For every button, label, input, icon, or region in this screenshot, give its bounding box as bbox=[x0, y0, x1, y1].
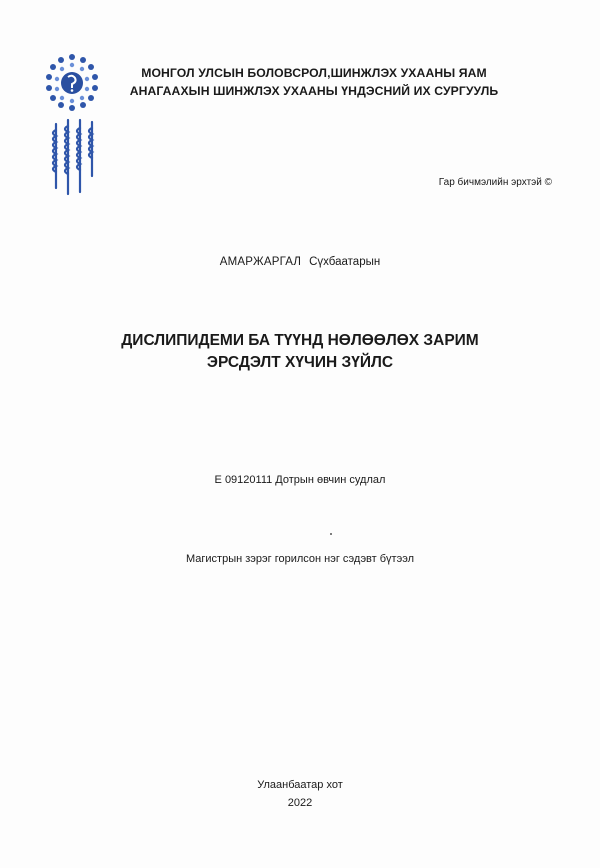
degree-statement: Магистрын зэрэг горилсон нэг сэдэвт бүтээл bbox=[186, 553, 414, 565]
copyright-notice: Гар бичмэлийн эрхтэй © bbox=[438, 177, 552, 188]
institution-header bbox=[104, 64, 524, 100]
university-name: АНАГААХЫН ШИНЖЛЭХ УХААНЫ ҮНДЭСНИЙ ИХ СУРГУУЛЬ bbox=[129, 84, 499, 98]
thesis-title bbox=[0, 330, 600, 374]
place-and-year bbox=[0, 776, 600, 812]
author-name bbox=[0, 256, 600, 268]
ministry-name: МОНГОЛ УЛСЫН БОЛОВСРОЛ,ШИНЖЛЭХ УХААНЫ ЯАМ bbox=[141, 66, 487, 80]
specialty-code: E 09120111 Дотрын өвчин судлал bbox=[214, 474, 386, 486]
university-emblem-icon bbox=[44, 53, 100, 111]
thesis-title-line-1: ДИСЛИПИДЕМИ БА ТҮҮНД НӨЛӨӨЛӨХ ЗАРИМ bbox=[121, 332, 479, 349]
city-name: Улаанбаатар хот bbox=[257, 779, 343, 791]
author-given-name: АМАРЖАРГАЛ bbox=[219, 256, 302, 268]
author-patronymic: Сүхбаатарын bbox=[309, 256, 381, 268]
mongolian-script-logo bbox=[42, 116, 104, 198]
thesis-title-line-2: ЭРСДЭЛТ ХҮЧИН ЗҮЙЛС bbox=[206, 354, 394, 371]
stray-dot bbox=[330, 533, 332, 535]
year: 2022 bbox=[287, 797, 313, 809]
